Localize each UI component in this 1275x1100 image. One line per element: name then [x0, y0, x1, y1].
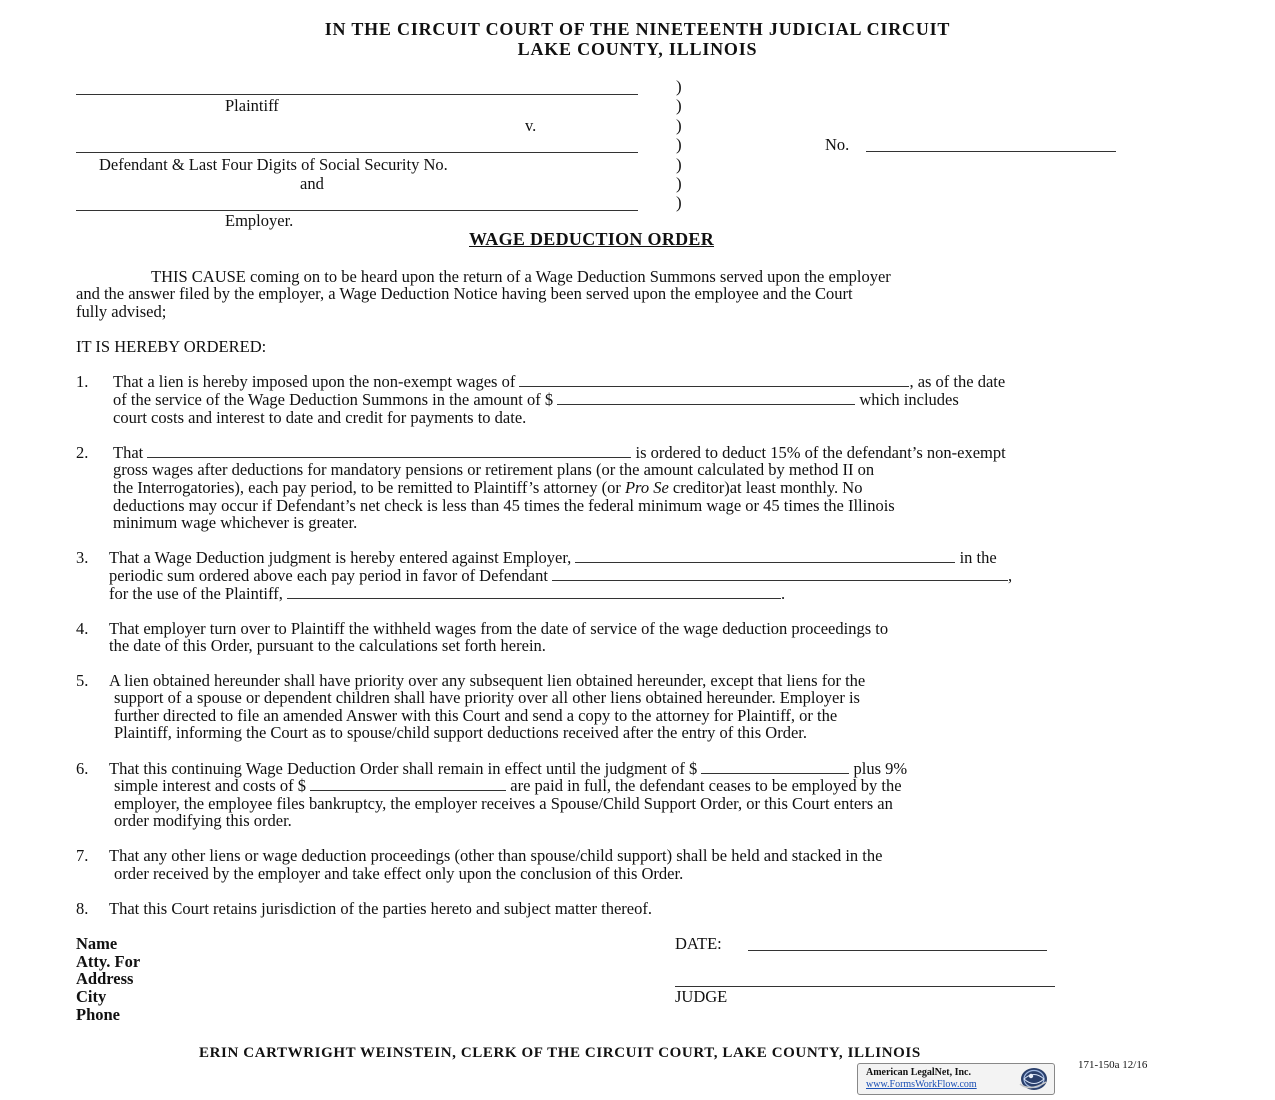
item-7-line: That any other liens or wage deduction proceedings (other than spouse/child support) shall be held and stacked in the — [109, 846, 883, 865]
item-1-line: of the service of the Wage Deduction Summons in the amount of $ which includes — [113, 390, 959, 409]
clerk-footer: ERIN CARTWRIGHT WEINSTEIN, CLERK OF THE CIRCUIT COURT, LAKE COUNTY, ILLINOIS — [199, 1045, 921, 1061]
case-no-label: No. — [825, 135, 850, 154]
address-label: Address — [76, 969, 134, 988]
plaintiff-line[interactable] — [76, 94, 638, 95]
item-7-line: order received by the employer and take effect only upon the conclusion of this Order. — [114, 864, 684, 883]
defendant-label: Defendant & Last Four Digits of Social Security No. — [99, 155, 448, 174]
item-5-line: further directed to file an amended Answer with this Court and send a copy to the attorney for Plaintiff, or the — [114, 706, 838, 725]
item-3-line: periodic sum ordered above each pay period in favor of Defendant , — [109, 566, 1013, 585]
item-6-line: That this continuing Wage Deduction Order shall remain in effect until the judgment of $ plus 9% — [109, 759, 908, 778]
item-2-line: the Interrogatories), each pay period, to be remitted to Plaintiff’s attorney (or Pro Se creditor)at least monthly. No — [113, 478, 863, 497]
item-number: 6. — [76, 759, 89, 778]
name-label: Name — [76, 934, 118, 953]
item-number: 5. — [76, 671, 89, 690]
item-number: 1. — [76, 372, 89, 391]
item-1-line: court costs and interest to date and credit for payments to date. — [113, 408, 527, 427]
globe-icon — [1016, 1066, 1050, 1092]
intro-line: THIS CAUSE coming on to be heard upon the return of a Wage Deduction Summons served upon the employer — [151, 267, 891, 286]
logo-company-name: American LegalNet, Inc. — [866, 1067, 971, 1078]
item-3-line: for the use of the Plaintiff, . — [109, 584, 786, 603]
item-2-line: deductions may occur if Defendant’s net check is less than 45 times the federal minimum wage or 45 times the Illinois — [113, 496, 895, 515]
caption-paren: ) — [676, 96, 682, 115]
costs-amount-field[interactable] — [310, 778, 506, 791]
ordered-heading: IT IS HEREBY ORDERED: — [76, 337, 267, 356]
defendant-name-field[interactable] — [552, 568, 1008, 581]
item-1-line: That a lien is hereby imposed upon the non-exempt wages of , as of the date — [113, 372, 1006, 391]
item-8-line: That this Court retains jurisdiction of the parties hereto and subject matter thereof. — [109, 899, 652, 918]
date-label: DATE: — [675, 934, 722, 953]
item-5-line: A lien obtained hereunder shall have priority over any subsequent lien obtained hereunder, except that liens for the — [109, 671, 866, 690]
logo-url-link[interactable]: www.FormsWorkFlow.com — [866, 1079, 977, 1090]
employer-line[interactable] — [76, 210, 638, 211]
court-title: IN THE CIRCUIT COURT OF THE NINETEENTH JUDICIAL CIRCUIT — [324, 19, 951, 39]
city-label: City — [76, 987, 107, 1006]
item-number: 2. — [76, 443, 89, 462]
item-6-line: employer, the employee files bankruptcy, the employer receives a Spouse/Child Support Order, or this Court enters an — [114, 794, 893, 813]
versus-label: v. — [525, 116, 537, 135]
item-5-line: support of a spouse or dependent children shall have priority over all other liens obtained hereunder. Employer is — [114, 688, 860, 707]
item-2-line: minimum wage whichever is greater. — [113, 513, 358, 532]
atty-for-label: Atty. For — [76, 952, 141, 971]
caption-paren: ) — [676, 193, 682, 212]
amount-field[interactable] — [557, 392, 855, 405]
caption-paren: ) — [676, 77, 682, 96]
employer-name-field[interactable] — [147, 445, 631, 458]
defendant-line[interactable] — [76, 152, 638, 153]
item-number: 7. — [76, 846, 89, 865]
caption-paren: ) — [676, 174, 682, 193]
caption-paren: ) — [676, 116, 682, 135]
caption-paren: ) — [676, 135, 682, 154]
form-number: 171-150a 12/16 — [1078, 1059, 1148, 1071]
item-2-line: That is ordered to deduct 15% of the defendant’s non-exempt — [113, 443, 1006, 462]
plaintiff-label: Plaintiff — [225, 96, 279, 115]
caption-paren: ) — [676, 155, 682, 174]
intro-line: and the answer filed by the employer, a Wage Deduction Notice having been served upon the employee and the Court — [76, 284, 853, 303]
employer-label: Employer. — [225, 211, 294, 230]
judge-label: JUDGE — [675, 987, 728, 1006]
document-title: WAGE DEDUCTION ORDER — [469, 229, 715, 249]
judgment-amount-field[interactable] — [701, 761, 849, 774]
item-4-line: That employer turn over to Plaintiff the withheld wages from the date of service of the wage deduction proceedings to — [109, 619, 889, 638]
case-no-field[interactable] — [866, 151, 1116, 152]
item-number: 3. — [76, 548, 89, 567]
plaintiff-name-field[interactable] — [287, 586, 781, 599]
wages-of-field[interactable] — [519, 374, 909, 387]
county-title: LAKE COUNTY, ILLINOIS — [517, 39, 758, 59]
item-3-line: That a Wage Deduction judgment is hereby entered against Employer, in the — [109, 548, 997, 567]
item-6-line: order modifying this order. — [114, 811, 292, 830]
item-5-line: Plaintiff, informing the Court as to spouse/child support deductions received after the entry of this Order. — [114, 723, 807, 742]
item-number: 4. — [76, 619, 89, 638]
phone-label: Phone — [76, 1005, 121, 1024]
judge-signature-line[interactable] — [675, 986, 1055, 987]
item-4-line: the date of this Order, pursuant to the calculations set forth herein. — [109, 636, 546, 655]
date-field[interactable] — [748, 950, 1047, 951]
item-number: 8. — [76, 899, 89, 918]
intro-line: fully advised; — [76, 302, 167, 321]
item-2-line: gross wages after deductions for mandatory pensions or retirement plans (or the amount calculated by method II on — [113, 460, 875, 479]
vendor-logo[interactable] — [857, 1063, 1055, 1095]
judgment-employer-field[interactable] — [575, 550, 955, 563]
and-label: and — [300, 174, 324, 193]
item-6-line: simple interest and costs of $ are paid in full, the defendant ceases to be employed by the — [114, 776, 902, 795]
